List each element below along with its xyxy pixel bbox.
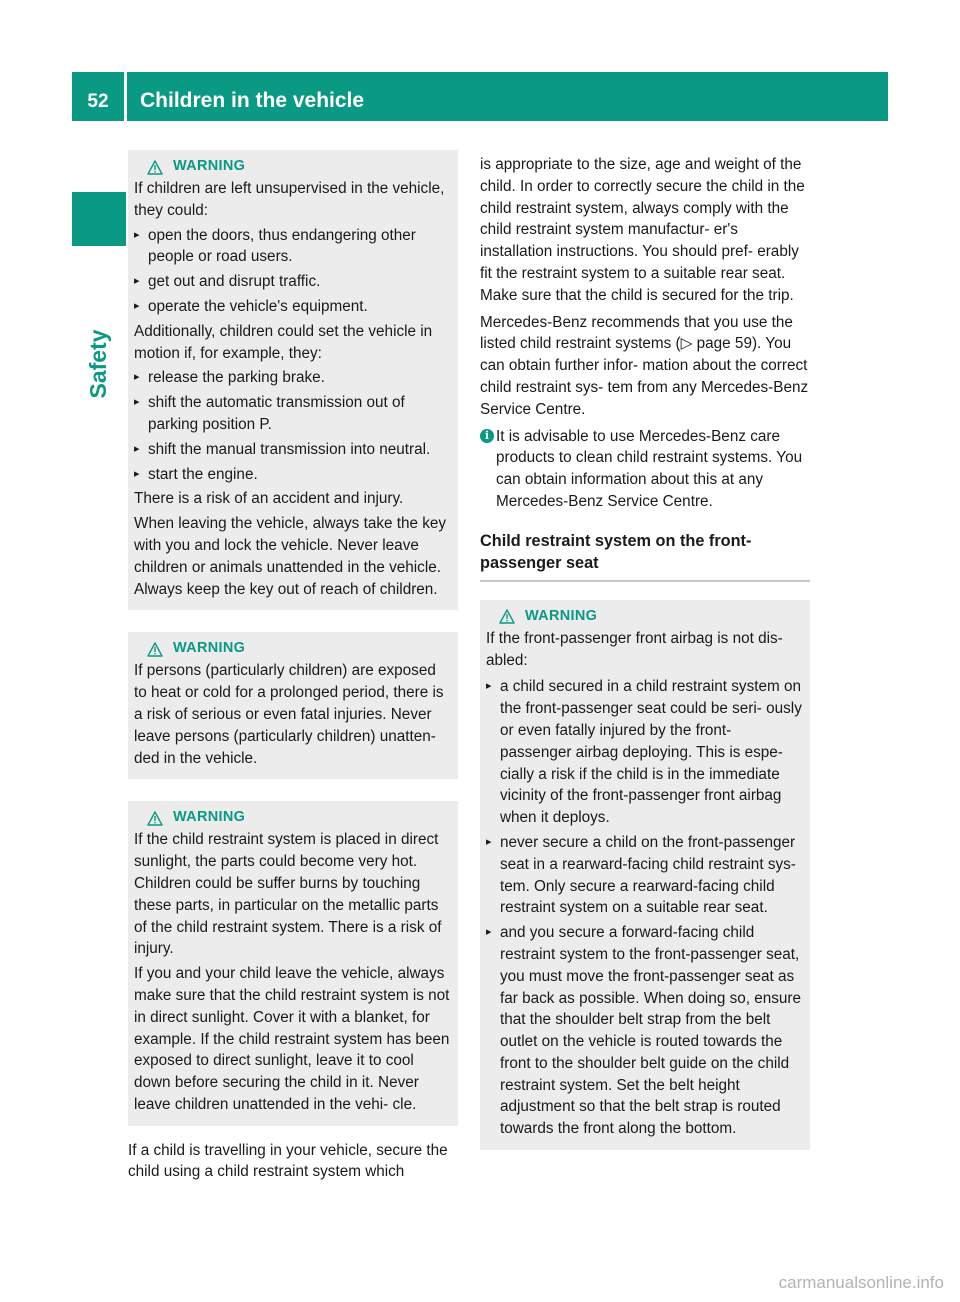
warning-triangle-icon: [147, 642, 163, 657]
reference-arrow-icon: ▷: [680, 335, 693, 353]
info-note: [480, 426, 810, 513]
list-item: ▸ and you secure a forward-facing child restraint system to the front-passenger seat, you must move the front-passenger seat as far back as possible. When doing so, ensure that the shoulder belt strap from the belt outlet on the vehicle is routed towards the front to the shoulder belt guide on the child restraint system. Set the belt height adjustment so that the belt strap is routed towards the front along the bottom.: [486, 922, 802, 1140]
warning-triangle-icon: [147, 811, 163, 826]
paragraph-text: Mercedes-Benz recommends that you use the listed child restraint systems: [480, 313, 793, 353]
page-number: 52: [87, 91, 109, 112]
warning-triangle-icon: [147, 160, 163, 175]
list-item: ▸ release the parking brake.: [134, 367, 450, 389]
list-item: ▸ never secure a child on the front-passenger seat in a rearward-facing child restraint sys- tem. Only secure a rearward-facing child restraint system on a suitable rear seat.: [486, 832, 802, 919]
warning-text: When leaving the vehicle, always take the key with you and lock the vehicle. Never leave children or animals unattended in the vehicle. Always keep the key out of reach of children.: [134, 515, 447, 598]
body-paragraph: If a child is travelling in your vehicle, secure the child using a child restraint system which: [128, 1141, 448, 1181]
body-paragraph: Mercedes-Benz recommends that you use the listed child restraint systems (▷ page 59). You can obtain further infor- mation about the correct child restraint sys- tem from any Mercedes-Benz Service Centre.: [480, 313, 809, 418]
right-column: [480, 154, 810, 1150]
bullet-list: [486, 676, 802, 1140]
page-reference-link[interactable]: page 59: [696, 335, 752, 353]
header-separator: [124, 72, 127, 121]
warning-text: Additionally, children could set the vehicle in motion if, for example, they:: [134, 322, 433, 362]
warning-title: WARNING: [173, 809, 246, 826]
warning-box: [128, 801, 458, 1125]
info-icon: i: [480, 429, 494, 443]
warning-title: WARNING: [173, 640, 246, 657]
warning-header: [147, 638, 450, 660]
section-label: Safety: [85, 329, 112, 399]
warning-text: There is a risk of an accident and injury.: [134, 490, 404, 508]
section-heading: Child restraint system on the front-passenger seat: [480, 530, 810, 582]
warning-box: [480, 600, 810, 1150]
warning-box: [128, 150, 458, 610]
warning-title: WARNING: [525, 607, 598, 624]
section-marker: [72, 192, 126, 246]
warning-text: If persons (particularly children) are exposed to heat or cold for a prolonged period, there is a risk of serious or even fatal injuries. Never leave persons (particularly children) unatten- ded in the vehicle.: [134, 662, 444, 767]
list-item: ▸ shift the manual transmission into neutral.: [134, 439, 450, 461]
warning-triangle-icon: [499, 609, 515, 624]
info-text: It is advisable to use Mercedes-Benz care products to clean child restraint systems. You can obtain information about this at any Mercedes-Benz Service Centre.: [496, 427, 803, 510]
warning-header: [499, 606, 802, 628]
watermark: carmanualsonline.info: [778, 1273, 944, 1293]
warning-box: [128, 632, 458, 779]
warning-title: WARNING: [173, 158, 246, 175]
list-item: ▸ start the engine.: [134, 464, 450, 486]
list-item: ▸ a child secured in a child restraint system on the front-passenger seat could be seri- ously or even fatally injured by the front- passenger airbag deploying. This is espe- cially a risk if the child is in the immediate vicinity of the front-passenger front airbag when it deploys.: [486, 676, 802, 829]
bullet-list: [134, 367, 450, 485]
left-column: [128, 150, 458, 1183]
list-item: ▸ open the doors, thus endangering other people or road users.: [134, 225, 450, 269]
list-item: ▸ operate the vehicle's equipment.: [134, 296, 450, 318]
paragraph-text: ). You can obtain further infor- mation about the correct child restraint sys- tem from any Mercedes-Benz Service Centre.: [480, 335, 809, 418]
warning-text: If children are left unsupervised in the vehicle, they could:: [134, 180, 445, 219]
body-paragraph: is appropriate to the size, age and weight of the child. In order to correctly secure the child in the child restraint system, always comply with the child restraint system manufactur- er's installation instructions. You should pref- erably fit the restraint system to a suitable rear seat. Make sure that the child is secured for the trip.: [480, 156, 805, 304]
warning-header: [147, 807, 450, 829]
warning-header: [147, 156, 450, 178]
bullet-list: [134, 225, 450, 318]
warning-text: If the front-passenger front airbag is not dis- abled:: [486, 629, 783, 669]
warning-text: If you and your child leave the vehicle, always make sure that the child restraint system is not in direct sunlight. Cover it with a blanket, for example. If the child restraint system has been exposed to direct sunlight, leave it to cool down before securing the child in it. Never leave children unattended in the vehi- cle.: [134, 965, 450, 1113]
chapter-title: Children in the vehicle: [140, 89, 365, 112]
warning-text: If the child restraint system is placed in direct sunlight, the parts could become very hot. Children could be suffer burns by touching these parts, in particular on the metallic parts of the child restraint system. There is a risk of injury.: [134, 831, 442, 958]
list-item: ▸ shift the automatic transmission out of parking position P.: [134, 392, 450, 436]
list-item: ▸ get out and disrupt traffic.: [134, 271, 450, 293]
section-tab: [84, 324, 114, 404]
